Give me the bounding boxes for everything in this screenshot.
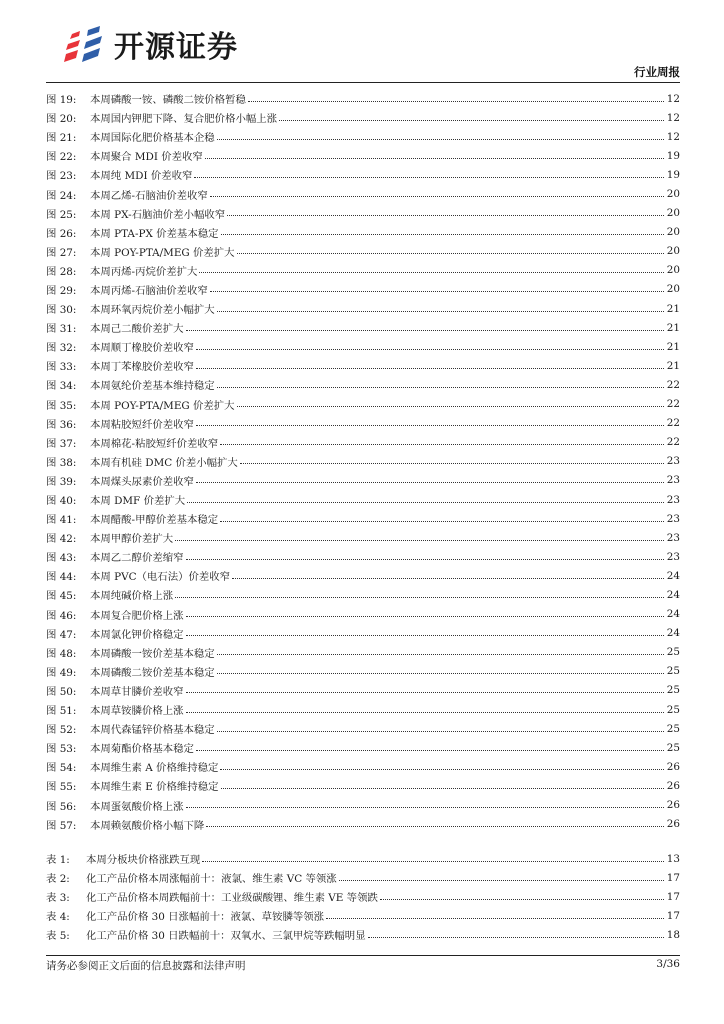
figure-entry[interactable] xyxy=(46,566,680,585)
entry-page: 26 xyxy=(666,779,680,792)
leader-dots xyxy=(279,119,664,121)
entry-page: 25 xyxy=(666,684,680,697)
leader-dots xyxy=(220,768,664,770)
entry-page: 25 xyxy=(666,703,680,716)
leader-dots xyxy=(237,252,664,254)
leader-dots xyxy=(217,386,664,388)
entry-number: 图 54: xyxy=(46,762,77,775)
leader-dots xyxy=(368,936,664,938)
entry-title: 本周草甘膦价差收窄 xyxy=(90,685,184,698)
entry-number: 图 38: xyxy=(46,456,77,469)
document-type: 行业周报 xyxy=(634,65,680,79)
entry-number: 图 56: xyxy=(46,800,77,813)
entry-title: 本周维生素 E 价格维持稳定 xyxy=(90,781,219,794)
entry-title: 本周维生素 A 价格维持稳定 xyxy=(90,762,219,775)
entry-number: 图 47: xyxy=(46,628,77,641)
leader-dots xyxy=(227,214,664,216)
entry-page: 20 xyxy=(666,226,680,239)
entry-number: 图 30: xyxy=(46,304,77,317)
entry-page: 20 xyxy=(666,207,680,220)
leader-dots xyxy=(220,520,664,522)
leader-dots xyxy=(326,917,664,919)
entry-title: 本周己二酸价差扩大 xyxy=(90,323,184,336)
entry-page: 21 xyxy=(666,340,680,353)
entry-number: 表 2: xyxy=(46,873,70,886)
entry-number: 图 27: xyxy=(46,246,77,259)
entry-page: 19 xyxy=(666,149,680,162)
leader-dots xyxy=(339,879,664,881)
entry-number: 表 4: xyxy=(46,911,70,924)
entry-number: 表 1: xyxy=(46,854,70,867)
leader-dots xyxy=(217,672,664,674)
entry-number: 图 46: xyxy=(46,609,77,622)
figure-entry[interactable] xyxy=(46,528,680,547)
entry-number: 图 22: xyxy=(46,151,77,164)
entry-number: 图 43: xyxy=(46,552,77,565)
leader-dots xyxy=(206,825,664,827)
leader-dots xyxy=(196,424,664,426)
leader-dots xyxy=(175,596,664,598)
entry-number: 图 20: xyxy=(46,113,77,126)
figure-entry[interactable] xyxy=(46,681,680,700)
entry-number: 图 26: xyxy=(46,227,77,240)
entry-title: 本周丙烯-石脑油价差收窄 xyxy=(90,284,208,297)
figure-entry[interactable] xyxy=(46,414,680,433)
entry-number: 图 19: xyxy=(46,94,77,107)
entry-number: 图 55: xyxy=(46,781,77,794)
entry-page: 23 xyxy=(666,474,680,487)
entry-title: 本周聚合 MDI 价差收窄 xyxy=(90,151,203,164)
figure-entry[interactable] xyxy=(46,719,680,738)
entry-number: 表 3: xyxy=(46,892,70,905)
leader-dots xyxy=(186,615,664,617)
figure-entry[interactable] xyxy=(46,795,680,814)
figure-entry[interactable] xyxy=(46,89,680,108)
entry-title: 本周磷酸一铵、磷酸二铵价格暂稳 xyxy=(90,94,246,107)
leader-dots xyxy=(248,100,664,102)
figure-entry[interactable] xyxy=(46,261,680,280)
figure-entry[interactable] xyxy=(46,108,680,127)
entry-page: 12 xyxy=(666,111,680,124)
company-logo xyxy=(60,22,238,66)
entry-page: 12 xyxy=(666,92,680,105)
entry-title: 本周环氧丙烷价差小幅扩大 xyxy=(90,304,215,317)
figure-entry[interactable] xyxy=(46,547,680,566)
entry-number: 图 32: xyxy=(46,342,77,355)
entry-number: 图 21: xyxy=(46,132,77,145)
leader-dots xyxy=(194,176,664,178)
leader-dots xyxy=(202,860,664,862)
entry-page: 23 xyxy=(666,493,680,506)
entry-page: 21 xyxy=(666,302,680,315)
entry-number: 图 57: xyxy=(46,819,77,832)
entry-number: 图 49: xyxy=(46,666,77,679)
entry-page: 12 xyxy=(666,130,680,143)
figure-entry[interactable] xyxy=(46,490,680,509)
entry-page: 24 xyxy=(666,569,680,582)
entry-number: 图 52: xyxy=(46,724,77,737)
leader-dots xyxy=(196,348,664,350)
entry-page: 26 xyxy=(666,799,680,812)
entry-number: 图 48: xyxy=(46,647,77,660)
leader-dots xyxy=(186,711,664,713)
entry-title: 本周乙烯-石脑油价差收窄 xyxy=(90,189,208,202)
entry-page: 25 xyxy=(666,646,680,659)
entry-title: 本周纯 MDI 价差收窄 xyxy=(90,170,193,183)
entry-page: 26 xyxy=(666,818,680,831)
figure-entry[interactable] xyxy=(46,299,680,318)
figure-entry[interactable] xyxy=(46,356,680,375)
entry-title: 本周纯碱价格上涨 xyxy=(90,590,174,603)
entry-page: 24 xyxy=(666,627,680,640)
entry-page: 21 xyxy=(666,359,680,372)
header-divider xyxy=(46,82,680,83)
entry-title: 本周氨纶价差基本维持稳定 xyxy=(90,380,215,393)
entry-number: 图 36: xyxy=(46,418,77,431)
figure-entry[interactable] xyxy=(46,127,680,146)
leader-dots xyxy=(221,787,665,789)
leader-dots xyxy=(186,329,664,331)
leader-dots xyxy=(217,138,664,140)
leader-dots xyxy=(217,653,664,655)
entry-page: 22 xyxy=(666,417,680,430)
entry-title: 化工产品价格本周涨幅前十：液氯、维生素 VC 等领涨 xyxy=(86,873,337,886)
entry-number: 图 40: xyxy=(46,495,77,508)
figure-entry[interactable] xyxy=(46,605,680,624)
page-number: 3/36 xyxy=(656,958,680,970)
entry-page: 22 xyxy=(666,378,680,391)
entry-number: 图 39: xyxy=(46,475,77,488)
figure-entry[interactable] xyxy=(46,280,680,299)
entry-page: 23 xyxy=(666,455,680,468)
logo-mark-icon xyxy=(60,24,106,64)
entry-number: 图 42: xyxy=(46,533,77,546)
entry-title: 本周磷酸二铵价差基本稳定 xyxy=(90,666,215,679)
entry-number: 图 41: xyxy=(46,514,77,527)
figure-entry[interactable] xyxy=(46,223,680,242)
entry-title: 本周赖氨酸价格小幅下降 xyxy=(90,819,205,832)
figure-entry[interactable] xyxy=(46,395,680,414)
entry-number: 图 50: xyxy=(46,685,77,698)
entry-page: 17 xyxy=(666,890,680,903)
entry-title: 本周分板块价格涨跌互现 xyxy=(86,854,201,867)
leader-dots xyxy=(240,462,664,464)
entry-number: 图 31: xyxy=(46,323,77,336)
entry-title: 本周氯化钾价格稳定 xyxy=(90,628,184,641)
entry-title: 本周草铵膦价格上涨 xyxy=(90,705,184,718)
figure-entry[interactable] xyxy=(46,184,680,203)
figure-entry[interactable] xyxy=(46,242,680,261)
entry-title: 本周 PTA-PX 价差基本稳定 xyxy=(90,227,219,240)
figure-entry[interactable] xyxy=(46,204,680,223)
entry-title: 本周醋酸-甲醇价差基本稳定 xyxy=(90,514,219,527)
table-entry[interactable] xyxy=(46,925,680,944)
figure-entry[interactable] xyxy=(46,146,680,165)
leader-dots xyxy=(196,367,664,369)
footer-divider xyxy=(46,955,680,956)
entry-number: 图 33: xyxy=(46,361,77,374)
entry-page: 18 xyxy=(666,928,680,941)
entry-page: 23 xyxy=(666,512,680,525)
figure-entry[interactable] xyxy=(46,585,680,604)
entry-page: 19 xyxy=(666,168,680,181)
entry-page: 24 xyxy=(666,588,680,601)
entry-page: 17 xyxy=(666,871,680,884)
entry-number: 图 28: xyxy=(46,265,77,278)
entry-page: 22 xyxy=(666,436,680,449)
entry-page: 17 xyxy=(666,909,680,922)
entry-title: 本周菊酯价格基本稳定 xyxy=(90,743,194,756)
entry-title: 本周粘胶短纤价差收窄 xyxy=(90,418,194,431)
figure-entry[interactable] xyxy=(46,433,680,452)
entry-page: 13 xyxy=(666,852,680,865)
entry-title: 本周顺丁橡胶价差收窄 xyxy=(90,342,194,355)
entry-number: 图 24: xyxy=(46,189,77,202)
figure-entry[interactable] xyxy=(46,738,680,757)
entry-page: 25 xyxy=(666,741,680,754)
footer-disclaimer: 请务必参阅正文后面的信息披露和法律声明 xyxy=(46,960,246,972)
entry-title: 本周 PVC（电石法）价差收窄 xyxy=(90,571,231,584)
brand-name: 开源证券 xyxy=(114,30,238,65)
figure-entry[interactable] xyxy=(46,471,680,490)
entry-page: 25 xyxy=(666,722,680,735)
table-entry[interactable] xyxy=(46,887,680,906)
leader-dots xyxy=(210,195,664,197)
table-list xyxy=(46,849,680,944)
entry-title: 本周丙烯-丙烷价差扩大 xyxy=(90,265,198,278)
figure-entry[interactable] xyxy=(46,318,680,337)
figure-entry[interactable] xyxy=(46,509,680,528)
entry-page: 20 xyxy=(666,264,680,277)
entry-title: 化工产品价格 30 日涨幅前十：液氯、草铵膦等领涨 xyxy=(86,911,325,924)
entry-number: 图 51: xyxy=(46,705,77,718)
table-entry[interactable] xyxy=(46,906,680,925)
entry-page: 22 xyxy=(666,398,680,411)
entry-title: 本周 POY-PTA/MEG 价差扩大 xyxy=(90,399,235,412)
figure-entry[interactable] xyxy=(46,337,680,356)
entry-page: 20 xyxy=(666,188,680,201)
entry-number: 表 5: xyxy=(46,930,70,943)
table-entry[interactable] xyxy=(46,868,680,887)
entry-title: 本周棉花-粘胶短纤价差收窄 xyxy=(90,437,219,450)
entry-page: 21 xyxy=(666,321,680,334)
leader-dots xyxy=(199,271,664,273)
figure-entry[interactable] xyxy=(46,375,680,394)
entry-page: 24 xyxy=(666,608,680,621)
figure-entry[interactable] xyxy=(46,165,680,184)
leader-dots xyxy=(186,691,664,693)
leader-dots xyxy=(232,577,664,579)
entry-number: 图 34: xyxy=(46,380,77,393)
entry-page: 26 xyxy=(666,760,680,773)
leader-dots xyxy=(186,806,664,808)
entry-title: 本周有机硅 DMC 价差小幅扩大 xyxy=(90,456,238,469)
leader-dots xyxy=(210,290,664,292)
entry-title: 本周磷酸一铵价差基本稳定 xyxy=(90,647,215,660)
leader-dots xyxy=(186,634,664,636)
leader-dots xyxy=(221,233,665,235)
entry-title: 本周代森锰锌价格基本稳定 xyxy=(90,724,215,737)
figure-entry[interactable] xyxy=(46,776,680,795)
leader-dots xyxy=(196,481,664,483)
leader-dots xyxy=(187,501,664,503)
figure-entry[interactable] xyxy=(46,815,680,834)
entry-title: 本周复合肥价格上涨 xyxy=(90,609,184,622)
leader-dots xyxy=(237,405,664,407)
entry-title: 本周 PX-石脑油价差小幅收窄 xyxy=(90,208,226,221)
entry-title: 本周蛋氨酸价格上涨 xyxy=(90,800,184,813)
entry-title: 本周丁苯橡胶价差收窄 xyxy=(90,361,194,374)
figure-entry[interactable] xyxy=(46,662,680,681)
entry-title: 本周 DMF 价差扩大 xyxy=(90,495,186,508)
figure-entry[interactable] xyxy=(46,452,680,471)
entry-title: 本周乙二醇价差缩窄 xyxy=(90,552,184,565)
leader-dots xyxy=(196,749,664,751)
entry-title: 本周 POY-PTA/MEG 价差扩大 xyxy=(90,246,235,259)
entry-title: 本周国内钾肥下降、复合肥价格小幅上涨 xyxy=(90,113,278,126)
table-entry[interactable] xyxy=(46,849,680,868)
figure-entry[interactable] xyxy=(46,757,680,776)
entry-page: 23 xyxy=(666,531,680,544)
entry-title: 本周甲醇价差扩大 xyxy=(90,533,174,546)
leader-dots xyxy=(186,558,664,560)
entry-number: 图 29: xyxy=(46,284,77,297)
entry-number: 图 25: xyxy=(46,208,77,221)
figure-list xyxy=(46,89,680,834)
entry-title: 本周国际化肥价格基本企稳 xyxy=(90,132,215,145)
leader-dots xyxy=(220,443,664,445)
entry-number: 图 45: xyxy=(46,590,77,603)
entry-title: 本周煤头尿素价差收窄 xyxy=(90,475,194,488)
figure-entry[interactable] xyxy=(46,700,680,719)
entry-number: 图 44: xyxy=(46,571,77,584)
entry-title: 化工产品价格本周跌幅前十：工业级碳酸锂、维生素 VE 等领跌 xyxy=(86,892,378,905)
entry-title: 化工产品价格 30 日跌幅前十：双氧水、三氯甲烷等跌幅明显 xyxy=(86,930,366,943)
leader-dots xyxy=(217,310,664,312)
leader-dots xyxy=(217,730,664,732)
figure-entry[interactable] xyxy=(46,643,680,662)
leader-dots xyxy=(205,157,664,159)
entry-number: 图 53: xyxy=(46,743,77,756)
figure-entry[interactable] xyxy=(46,624,680,643)
entry-number: 图 35: xyxy=(46,399,77,412)
entry-page: 23 xyxy=(666,550,680,563)
leader-dots xyxy=(175,539,664,541)
entry-page: 20 xyxy=(666,245,680,258)
entry-page: 25 xyxy=(666,665,680,678)
entry-number: 图 37: xyxy=(46,437,77,450)
leader-dots xyxy=(380,898,664,900)
entry-number: 图 23: xyxy=(46,170,77,183)
entry-page: 20 xyxy=(666,283,680,296)
page-header xyxy=(46,0,680,82)
